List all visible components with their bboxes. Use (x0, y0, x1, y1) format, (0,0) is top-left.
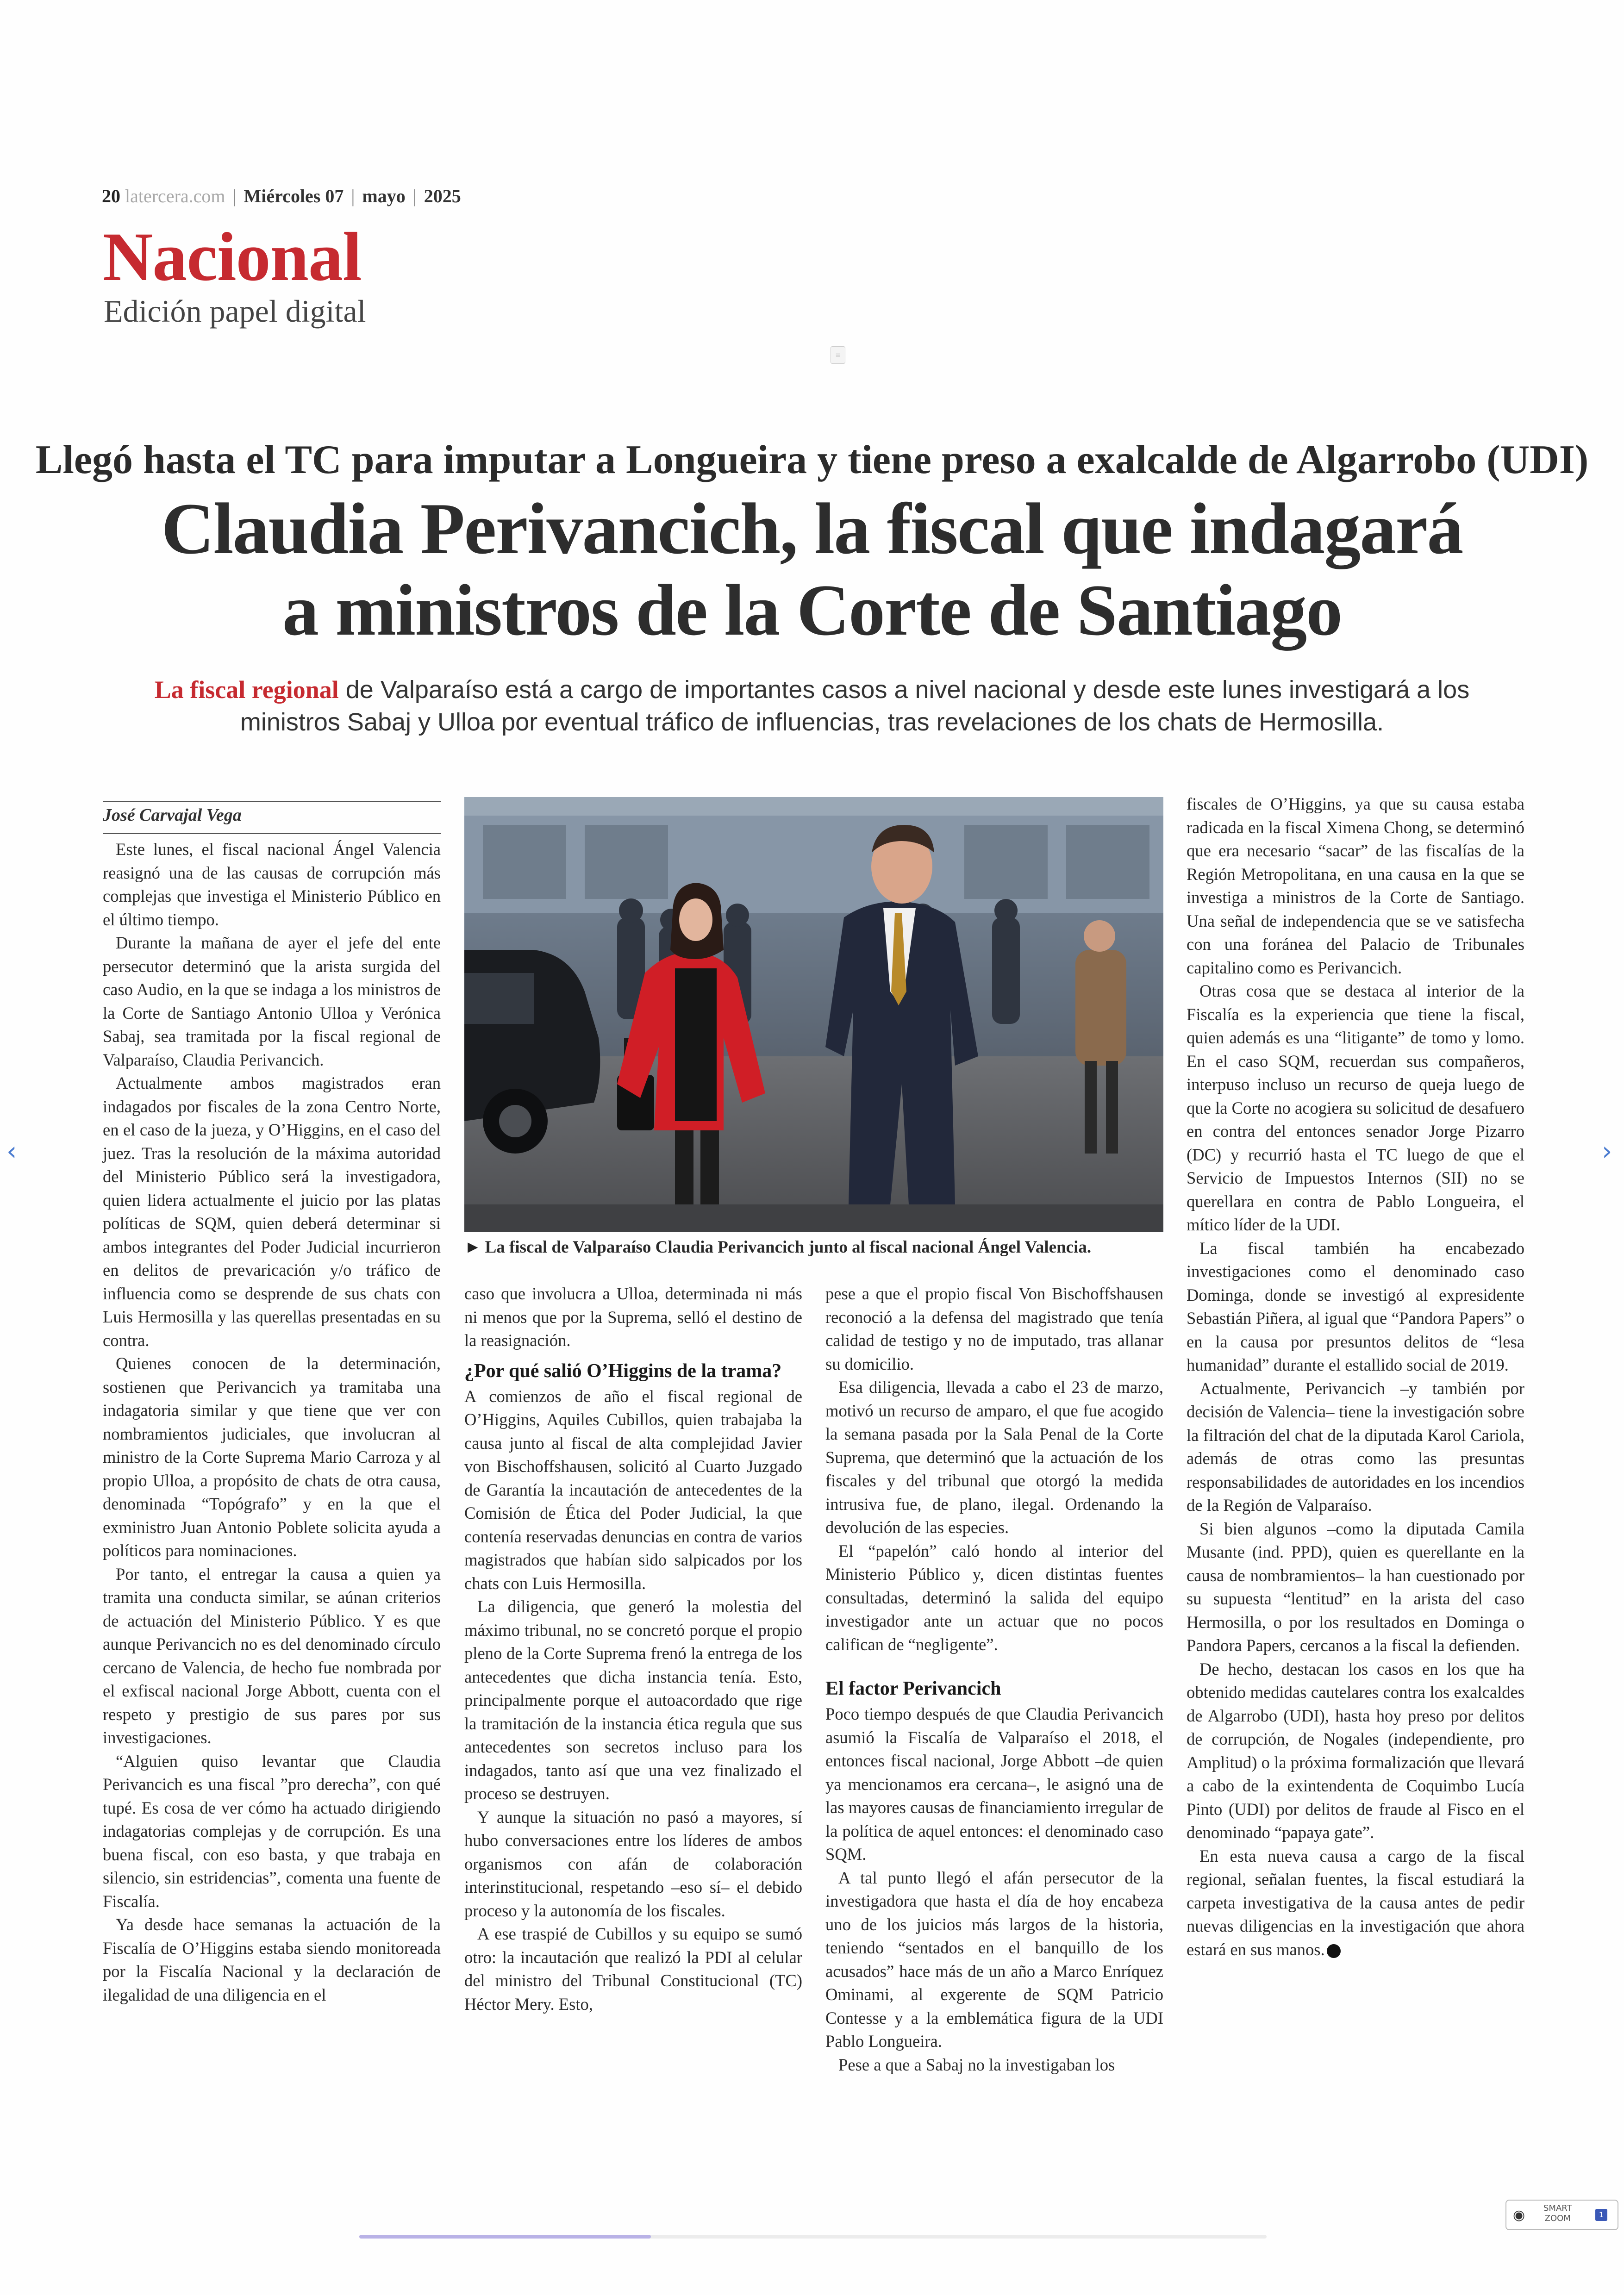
paragraph: Esa diligencia, llevada a cabo el 23 de marzo, motivó un recurso de amparo, el que fue acogido la semana pasada por la Sala Penal de la Corte Suprema, que determinó que la actuación de los fiscales y del tribunal que otorgó la medida intrusiva fue, de plano, ilegal. Ordenando la devolución de las especies. (825, 1378, 1163, 1537)
page-scrollbar-thumb[interactable] (359, 2235, 651, 2239)
paragraph: Ya desde hace semanas la actuación de la Fiscalía de O’Higgins estaba siendo monitoreada por la Fiscalía Nacional y la declaración de ilegalidad de una diligencia en el (103, 1915, 441, 2004)
smart-zoom-badge: 1 (1595, 2209, 1607, 2221)
site-name: latercera.com (125, 186, 225, 206)
subheading: El factor Perivancich (825, 1678, 1001, 1699)
paragraph: “Alguien quiso levantar que Claudia Perivancich es una fiscal ”pro derecha”, con qué tupé. Es cosa de ver cómo ha actuado dirigiendo indagatorias complejas y de corrupción. Es una buena fiscal, con eso basta, y que trabaja en silencio, sin estridencias”, comenta una fuente de Fiscalía. (103, 1751, 441, 1911)
column-2 (464, 1282, 802, 2016)
date-day: Miércoles 07 (244, 186, 344, 206)
headline-line-1: Claudia Perivancich, la fiscal que indagará (161, 488, 1463, 569)
previous-page-arrow-icon[interactable]: ‹ (6, 1136, 17, 1166)
separator: | (412, 186, 417, 206)
paragraph: La fiscal también ha encabezado investigaciones como el denominado caso Dominga, donde se investigó al expresidente Sebastián Piñera, al igual que “Pandora Papers” o en la causa por presuntos delitos de “lesa humanidad” durante el estallido social de 2019. (1187, 1238, 1524, 1374)
paragraph: Pese a que a Sabaj no la investigaban los (838, 2055, 1115, 2074)
paragraph: Si bien algunos –como la diputada Camila Musante (ind. PPD), quien es querellante en la causa de nombramientos– la han cuestionado por su supuesta “lentitud” en la arista del caso Hermosilla, o por los resultados en Dominga o Pandora Papers, cercanos a la fiscal la defienden. (1187, 1519, 1524, 1655)
column-1 (103, 838, 441, 2007)
smart-zoom-line-2: ZOOM (1544, 2214, 1571, 2223)
paragraph: Y aunque la situación no pasó a mayores, sí hubo conversaciones entre los líderes de ambos organismos con afán de colaboración interinstitucional, respetando –eso sí– el debido proceso y la autonomía de los fiscales. (464, 1807, 802, 1920)
edition-label: Edición papel digital (104, 293, 366, 329)
paragraph: A tal punto llegó el afán persecutor de la investigadora que hasta el día de hoy encabeza uno de los juicios más largos de la historia, teniendo “sentados en el banquillo de los acusados” hace más de un año a Marco Enríquez Ominami, al exgerente de SQM Patricio Contesse y a la emblemática figura de la UDI Pablo Longueira. (825, 1868, 1163, 2051)
caption-text: La fiscal de Valparaíso Claudia Perivancich junto al fiscal nacional Ángel Valencia. (485, 1238, 1092, 1257)
paragraph: Quienes conocen de la determinación, sostienen que Perivancich ya tramitaba una indagatoria similar y que tiene que ver con nombramientos judiciales, que involucran al ministro de la Corte Suprema Mario Carroza y al propio Ulloa, a propósito de chats de otra causa, denominada “Topógrafo” y en la que el exministro Juan Antonio Poblete solicita ayuda a políticos para nominaciones. (103, 1354, 441, 1560)
paragraph: A comienzos de año el fiscal regional de O’Higgins, Aquiles Cubillos, quien trabajaba la causa junto al fiscal de alta complejidad Javier von Bischoffshausen, solicitó al Cuarto Juzgado de Garantía la incautación de antecedentes de la Comisión de Ética del Poder Judicial, la que contenía reservadas denuncias en contra de varios magistrados que habían sido salpicados por los chats con Luis Hermosilla. (464, 1386, 802, 1593)
paragraph: Poco tiempo después de que Claudia Perivancich asumió la Fiscalía de Valparaíso el 2018, el entonces fiscal nacional, Jorge Abbott –de quien ya mencionamos era cercana–, le asignó una de las mayores causas de financiamiento irregular de la política de aquel entonces: el denominado caso SQM. (825, 1704, 1163, 1864)
next-page-arrow-icon[interactable]: › (1602, 1136, 1612, 1166)
paragraph: A ese traspié de Cubillos y su equipo se sumó otro: la incautación que realizó la PDI al celular del ministro del Tribunal Constitucional (TC) Héctor Mery. Esto, (464, 1924, 802, 2014)
headline-line-2: a ministros de la Corte de Santiago (282, 570, 1342, 651)
paragraph: El “papelón” caló hondo al interior del Ministerio Público y, dicen distintas fuentes consultadas, determinó la salida del equipo investigador ante un actuar que no pocos califican de “negligente”. (825, 1541, 1163, 1654)
photo-illustration (464, 797, 1163, 1232)
byline: José Carvajal Vega (103, 801, 441, 825)
paragraph: caso que involucra a Ulloa, determinada ni más ni menos que por la Suprema, selló el destino de la reasignación. (464, 1284, 802, 1350)
page-marker-icon[interactable]: ≡ (831, 346, 845, 364)
paragraph-last (1187, 1845, 1524, 1962)
article-photo (464, 797, 1163, 1232)
separator: | (351, 186, 355, 206)
page-header-line (102, 185, 461, 207)
section-title: Nacional (103, 218, 362, 295)
byline-divider (103, 833, 441, 834)
smart-zoom-button[interactable] (1505, 2200, 1618, 2230)
paragraph: Durante la mañana de ayer el jefe del ente persecutor determinó que la arista surgida del caso Audio, en la que se indaga a los ministros de la Corte de Santiago Antonio Ulloa y Verónica Sabaj, sea tramitada por la fiscal regional de Valparaíso, Claudia Perivancich. (103, 933, 441, 1069)
date-month: mayo (362, 186, 406, 206)
paragraph: La diligencia, que generó la molestia del máximo tribunal, no se concretó porque el propio pleno de la Corte Suprema frenó la entrega de los antecedentes que dicha instancia tenía. Esto, principalmente porque el autoacordado que rige la tramitación de la instancia ética regula que sus antecedentes son secretos incluso para los indagados, tanto así que una vez finalizado el proceso se destruyen. (464, 1597, 802, 1803)
end-of-article-icon (1327, 1944, 1341, 1958)
smart-zoom-label (1543, 2203, 1572, 2224)
paragraph: Actualmente, Perivancich –y también por decisión de Valencia– tiene la investigación sobre la filtración del chat de la diputada Karol Cariola, además de otras como las presuntas responsabilidades de autoridades en los incendios de la Región de Valparaíso. (1187, 1378, 1524, 1515)
article-headline (0, 488, 1624, 651)
paragraph: Por tanto, el entregar la causa a quien ya tramita una conducta similar, se aúnan criterios de actuación del Ministerio Público. Y es que aunque Perivancich no es del denominado círculo cercano de Valencia, de hecho fue nombrada por el exfiscal nacional Jorge Abbott, cuenta con el respeto y prestigio de sus pares por sus investigaciones. (103, 1564, 441, 1747)
smart-zoom-line-1: SMART (1543, 2203, 1572, 2213)
paragraph: Otras cosa que se destaca al interior de la Fiscalía es la experiencia que tiene la fiscal, quien además es una “litigante” de tomo y lomo. En el caso SQM, recuerdan sus compañeros, interpuso incluso un recurso de queja luego de que la Corte no acogiera su solicitud de desafuero en contra del entonces senador Jorge Pizarro (DC) y recurrió hasta el TC luego de que el Servicio de Impuestos Internos (SII) no se querellara en contra de Pablo Longueira, el mítico líder de la UDI. (1187, 981, 1524, 1234)
separator: | (232, 186, 237, 206)
article-kicker: Llegó hasta el TC para imputar a Longueira y tiene preso a exalcalde de Algarrobo (UDI) (35, 437, 1589, 482)
paragraph-text: En esta nueva causa a cargo de la fiscal regional, señalan fuentes, la fiscal estudiará la carpeta investigativa de la causa antes de pedir nuevas diligencias en la investigación que ahora estará en sus manos. (1187, 1846, 1524, 1959)
subheading: ¿Por qué salió O’Higgins de la trama? (464, 1360, 782, 1382)
paragraph: pese a que el propio fiscal Von Bischoffshausen reconoció a la defensa del magistrado que tenía calidad de testigo y no de imputado, tras allanar su domicilio. (825, 1284, 1163, 1373)
paragraph: Este lunes, el fiscal nacional Ángel Valencia reasignó una de las causas de corrupción más complejas que investiga el Ministerio Público en el último tiempo. (103, 840, 441, 929)
eye-icon: ◉ (1513, 2207, 1525, 2223)
column-3 (825, 1282, 1163, 2077)
page-number: 20 (102, 186, 120, 206)
paragraph: Actualmente ambos magistrados eran indagados por fiscales de la zona Centro Norte, en el caso de la jueza, y O’Higgins, en el caso del juez. Tras la resolución de la máxima autoridad del Ministerio Público será la investigadora, quien lidera actualmente el juicio por las platas políticas de SQM, quien deberá determinar si ambos integrantes del Poder Judicial incurrieron en delitos de prevaricación y/o tráfico de influencia como se desprende de sus chats con Luis Hermosilla y las querellas presentadas en su contra. (103, 1073, 441, 1350)
deck-lead: La fiscal regional (154, 676, 339, 704)
deck-text: de Valparaíso está a cargo de importantes casos a nivel nacional y desde este lunes investigará a los ministros Sabaj y Ulloa por eventual tráfico de influencias, tras revelaciones de los chats de Hermosilla. (240, 676, 1470, 736)
article-deck (139, 674, 1485, 738)
date-year: 2025 (424, 186, 461, 206)
photo-caption (464, 1237, 1163, 1258)
paragraph: De hecho, destacan los casos en los que ha obtenido medidas cautelares contra los exalcaldes de Algarrobo (UDI), hasta hoy preso por delitos de corrupción, de Nogales (independiente, pro Amplitud) o la próxima formalización que llevará a cabo de la exintendenta de Coquimbo Lucía Pinto (UDI) por delitos de fraude al Fisco en el denominado “papaya gate”. (1187, 1659, 1524, 1842)
column-4 (1187, 792, 1524, 1961)
paragraph: fiscales de O’Higgins, ya que su causa estaba radicada en la fiscal Ximena Chong, se determinó que era necesario “sacar” de las fiscalías de la Región Metropolitana, en una causa en la que se investiga a ministros de la Corte de Santiago. Una señal de independencia que se ve satisfecha con una foránea del Palacio de Tribunales capitalino como es Perivancich. (1187, 794, 1524, 977)
caption-marker-icon: ► (464, 1238, 481, 1257)
